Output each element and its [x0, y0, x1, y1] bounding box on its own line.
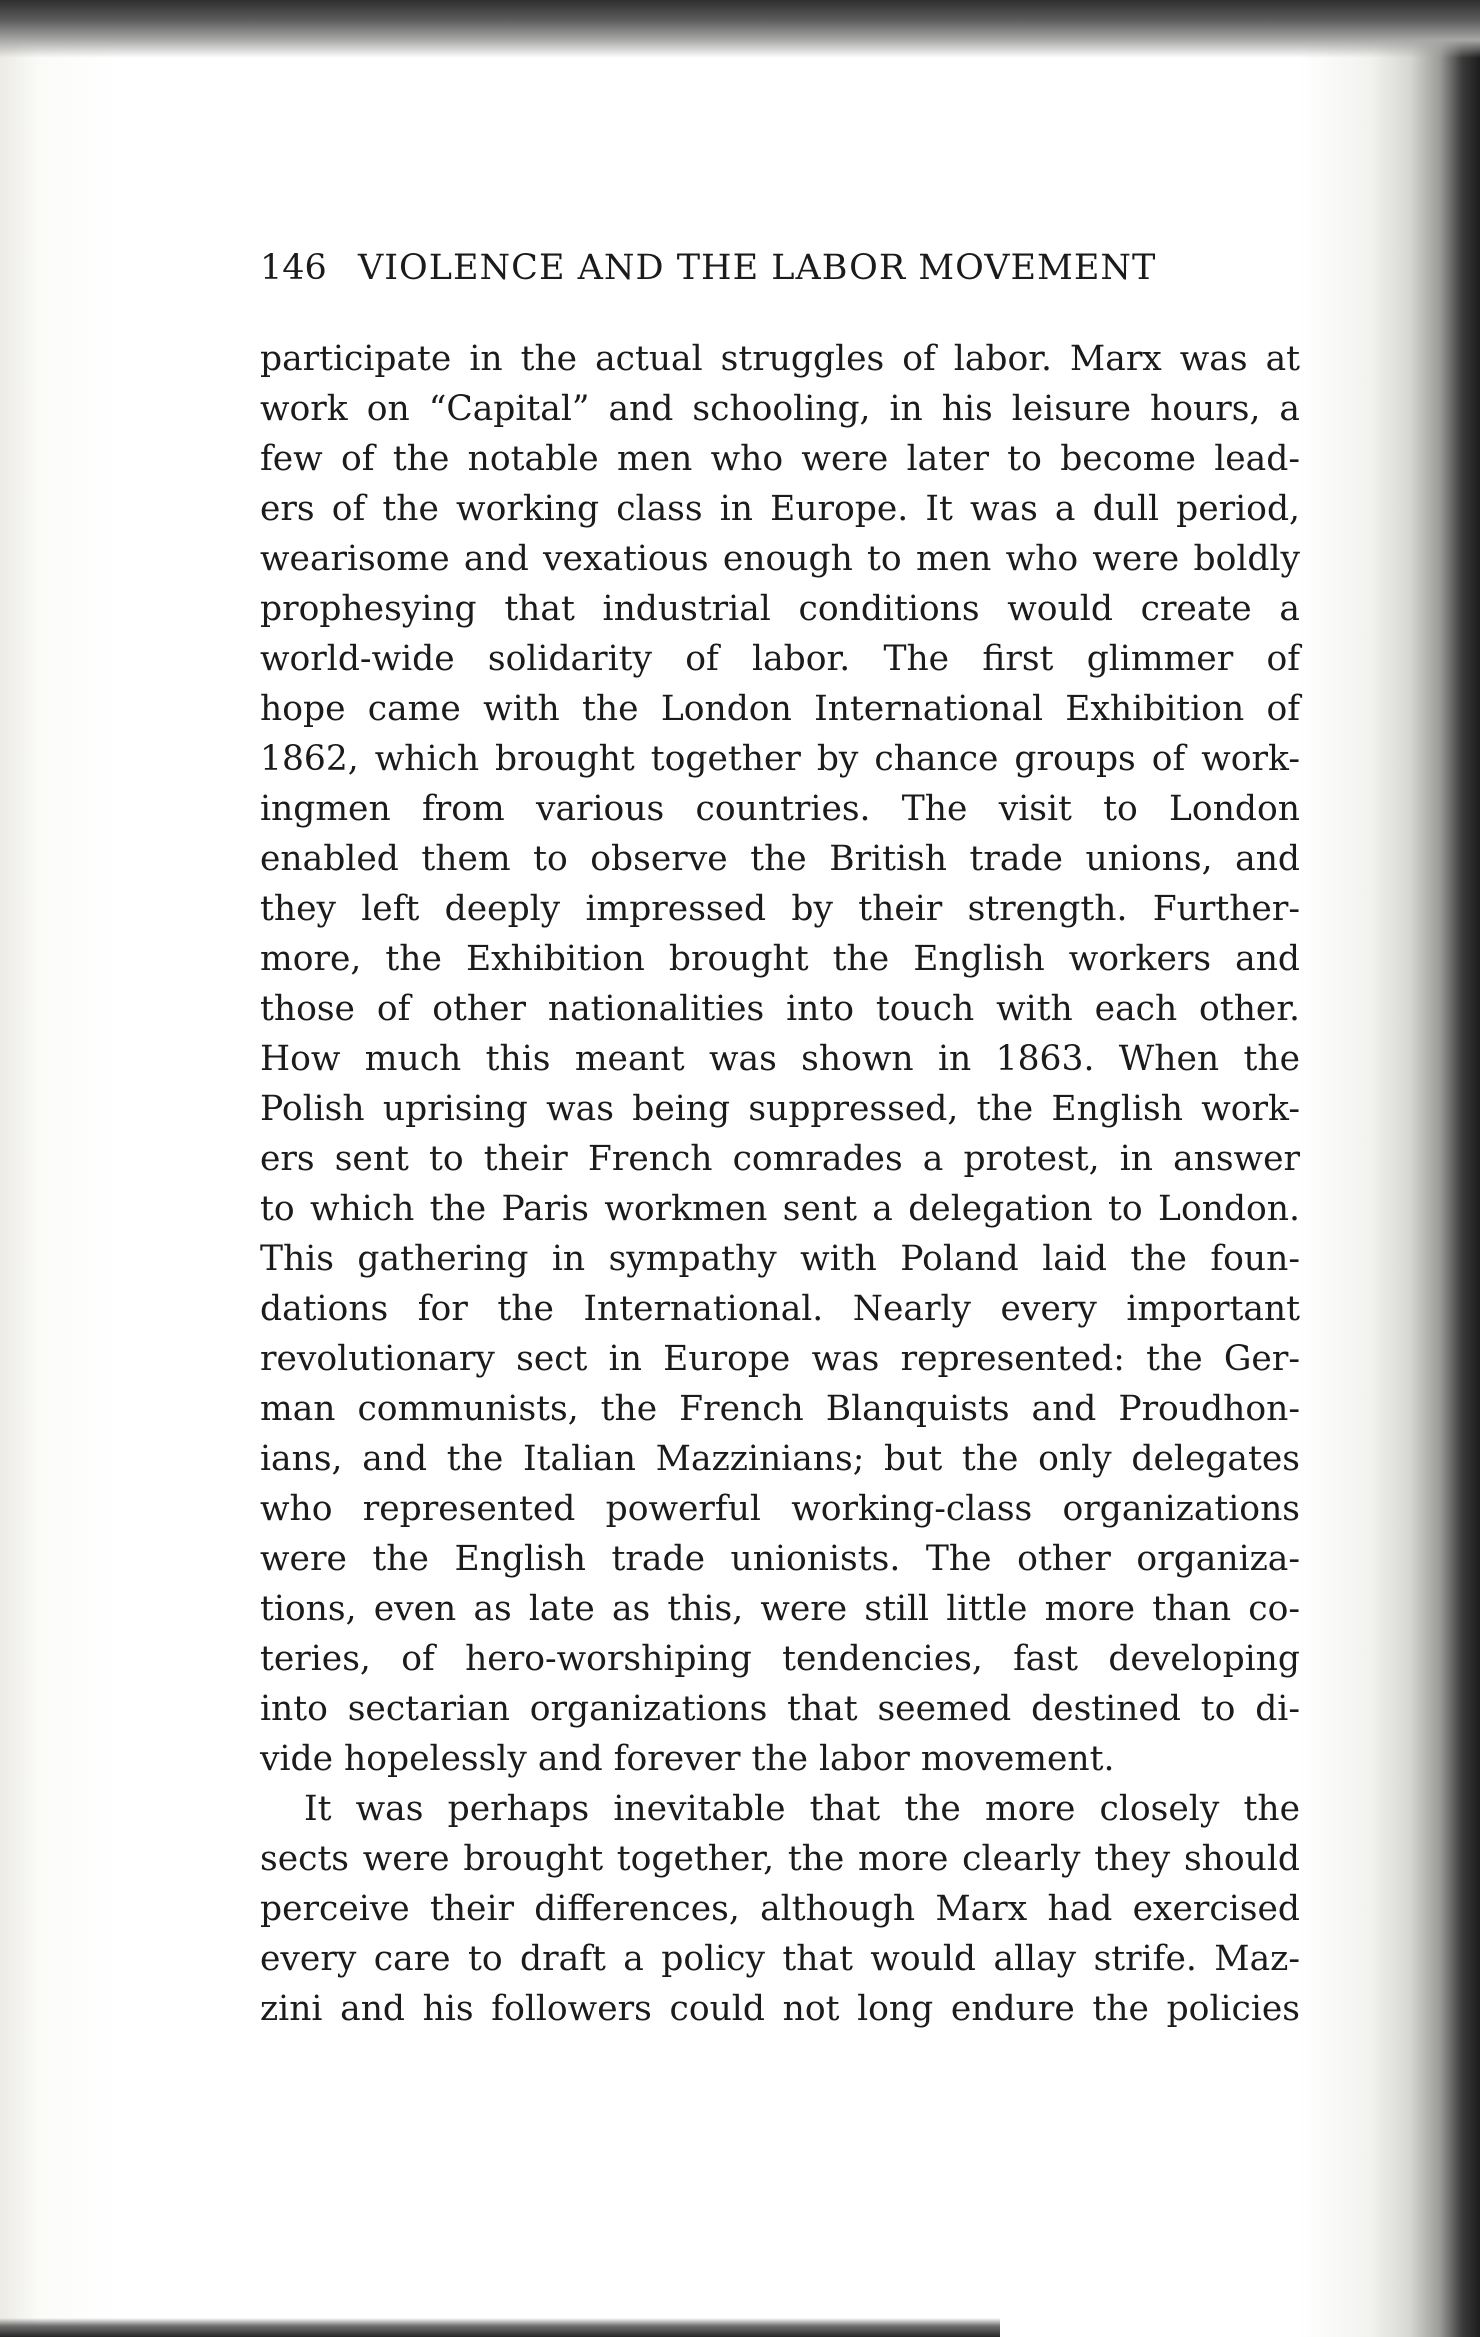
text-line: world-wide solidarity of labor. The first glimmer of: [260, 639, 1300, 679]
text-line: This gathering in sympathy with Poland laid the foun-: [260, 1239, 1300, 1279]
text-line: more, the Exhibition brought the English workers and: [260, 939, 1300, 979]
text-line: ingmen from various countries. The visit to London: [260, 789, 1300, 829]
text-line: participate in the actual struggles of labor. Marx was at: [260, 339, 1300, 379]
text-line: teries, of hero-worshiping tendencies, fast developing: [260, 1639, 1300, 1679]
text-line: How much this meant was shown in 1863. When the: [260, 1039, 1300, 1079]
text-line: sects were brought together, the more clearly they should: [260, 1839, 1300, 1879]
text-line: ers sent to their French comrades a protest, in answer: [260, 1139, 1300, 1179]
text-line: to which the Paris workmen sent a delegation to London.: [260, 1189, 1300, 1229]
text-line: prophesying that industrial conditions would create a: [260, 589, 1300, 629]
text-line: wearisome and vexatious enough to men who were boldly: [260, 539, 1300, 579]
page-number: 146: [260, 248, 327, 288]
text-line: dations for the International. Nearly every important: [260, 1289, 1300, 1329]
text-line: 1862, which brought together by chance groups of work-: [260, 739, 1300, 779]
scan-bottom-edge: [0, 2318, 1000, 2337]
paragraph-1: [260, 334, 1300, 1784]
page-header: [260, 248, 1310, 298]
text-line: work on “Capital” and schooling, in his leisure hours, a: [260, 389, 1300, 429]
text-line: into sectarian organizations that seemed destined to di-: [260, 1689, 1300, 1729]
text-line: vide hopelessly and forever the labor movement.: [260, 1739, 1115, 1779]
text-line: every care to draft a policy that would allay strife. Maz-: [260, 1939, 1300, 1979]
text-line: revolutionary sect in Europe was represented: the Ger-: [260, 1339, 1300, 1379]
text-line: zini and his followers could not long endure the policies: [260, 1989, 1300, 2029]
text-line: they left deeply impressed by their strength. Further-: [260, 889, 1300, 929]
text-line: those of other nationalities into touch with each other.: [260, 989, 1300, 1029]
paragraph-2: [260, 1784, 1300, 2034]
text-line: hope came with the London International Exhibition of: [260, 689, 1300, 729]
text-line: man communists, the French Blanquists and Proudhon-: [260, 1389, 1300, 1429]
text-line: who represented powerful working-class organizations: [260, 1489, 1300, 1529]
text-line: few of the notable men who were later to become lead-: [260, 439, 1300, 479]
text-line: were the English trade unionists. The other organiza-: [260, 1539, 1300, 1579]
text-line: It was perhaps inevitable that the more closely the: [304, 1789, 1300, 1829]
text-line: tions, even as late as this, were still little more than co-: [260, 1589, 1300, 1629]
text-line: Polish uprising was being suppressed, the English work-: [260, 1089, 1300, 1129]
running-head: VIOLENCE AND THE LABOR MOVEMENT: [357, 248, 1157, 288]
text-line: enabled them to observe the British trade unions, and: [260, 839, 1300, 879]
text-line: ians, and the Italian Mazzinians; but the only delegates: [260, 1439, 1300, 1479]
scan-top-edge: [0, 0, 1480, 58]
body-text: [260, 334, 1300, 2034]
text-line: ers of the working class in Europe. It was a dull period,: [260, 489, 1300, 529]
text-line: perceive their differences, although Marx had exercised: [260, 1889, 1300, 1929]
